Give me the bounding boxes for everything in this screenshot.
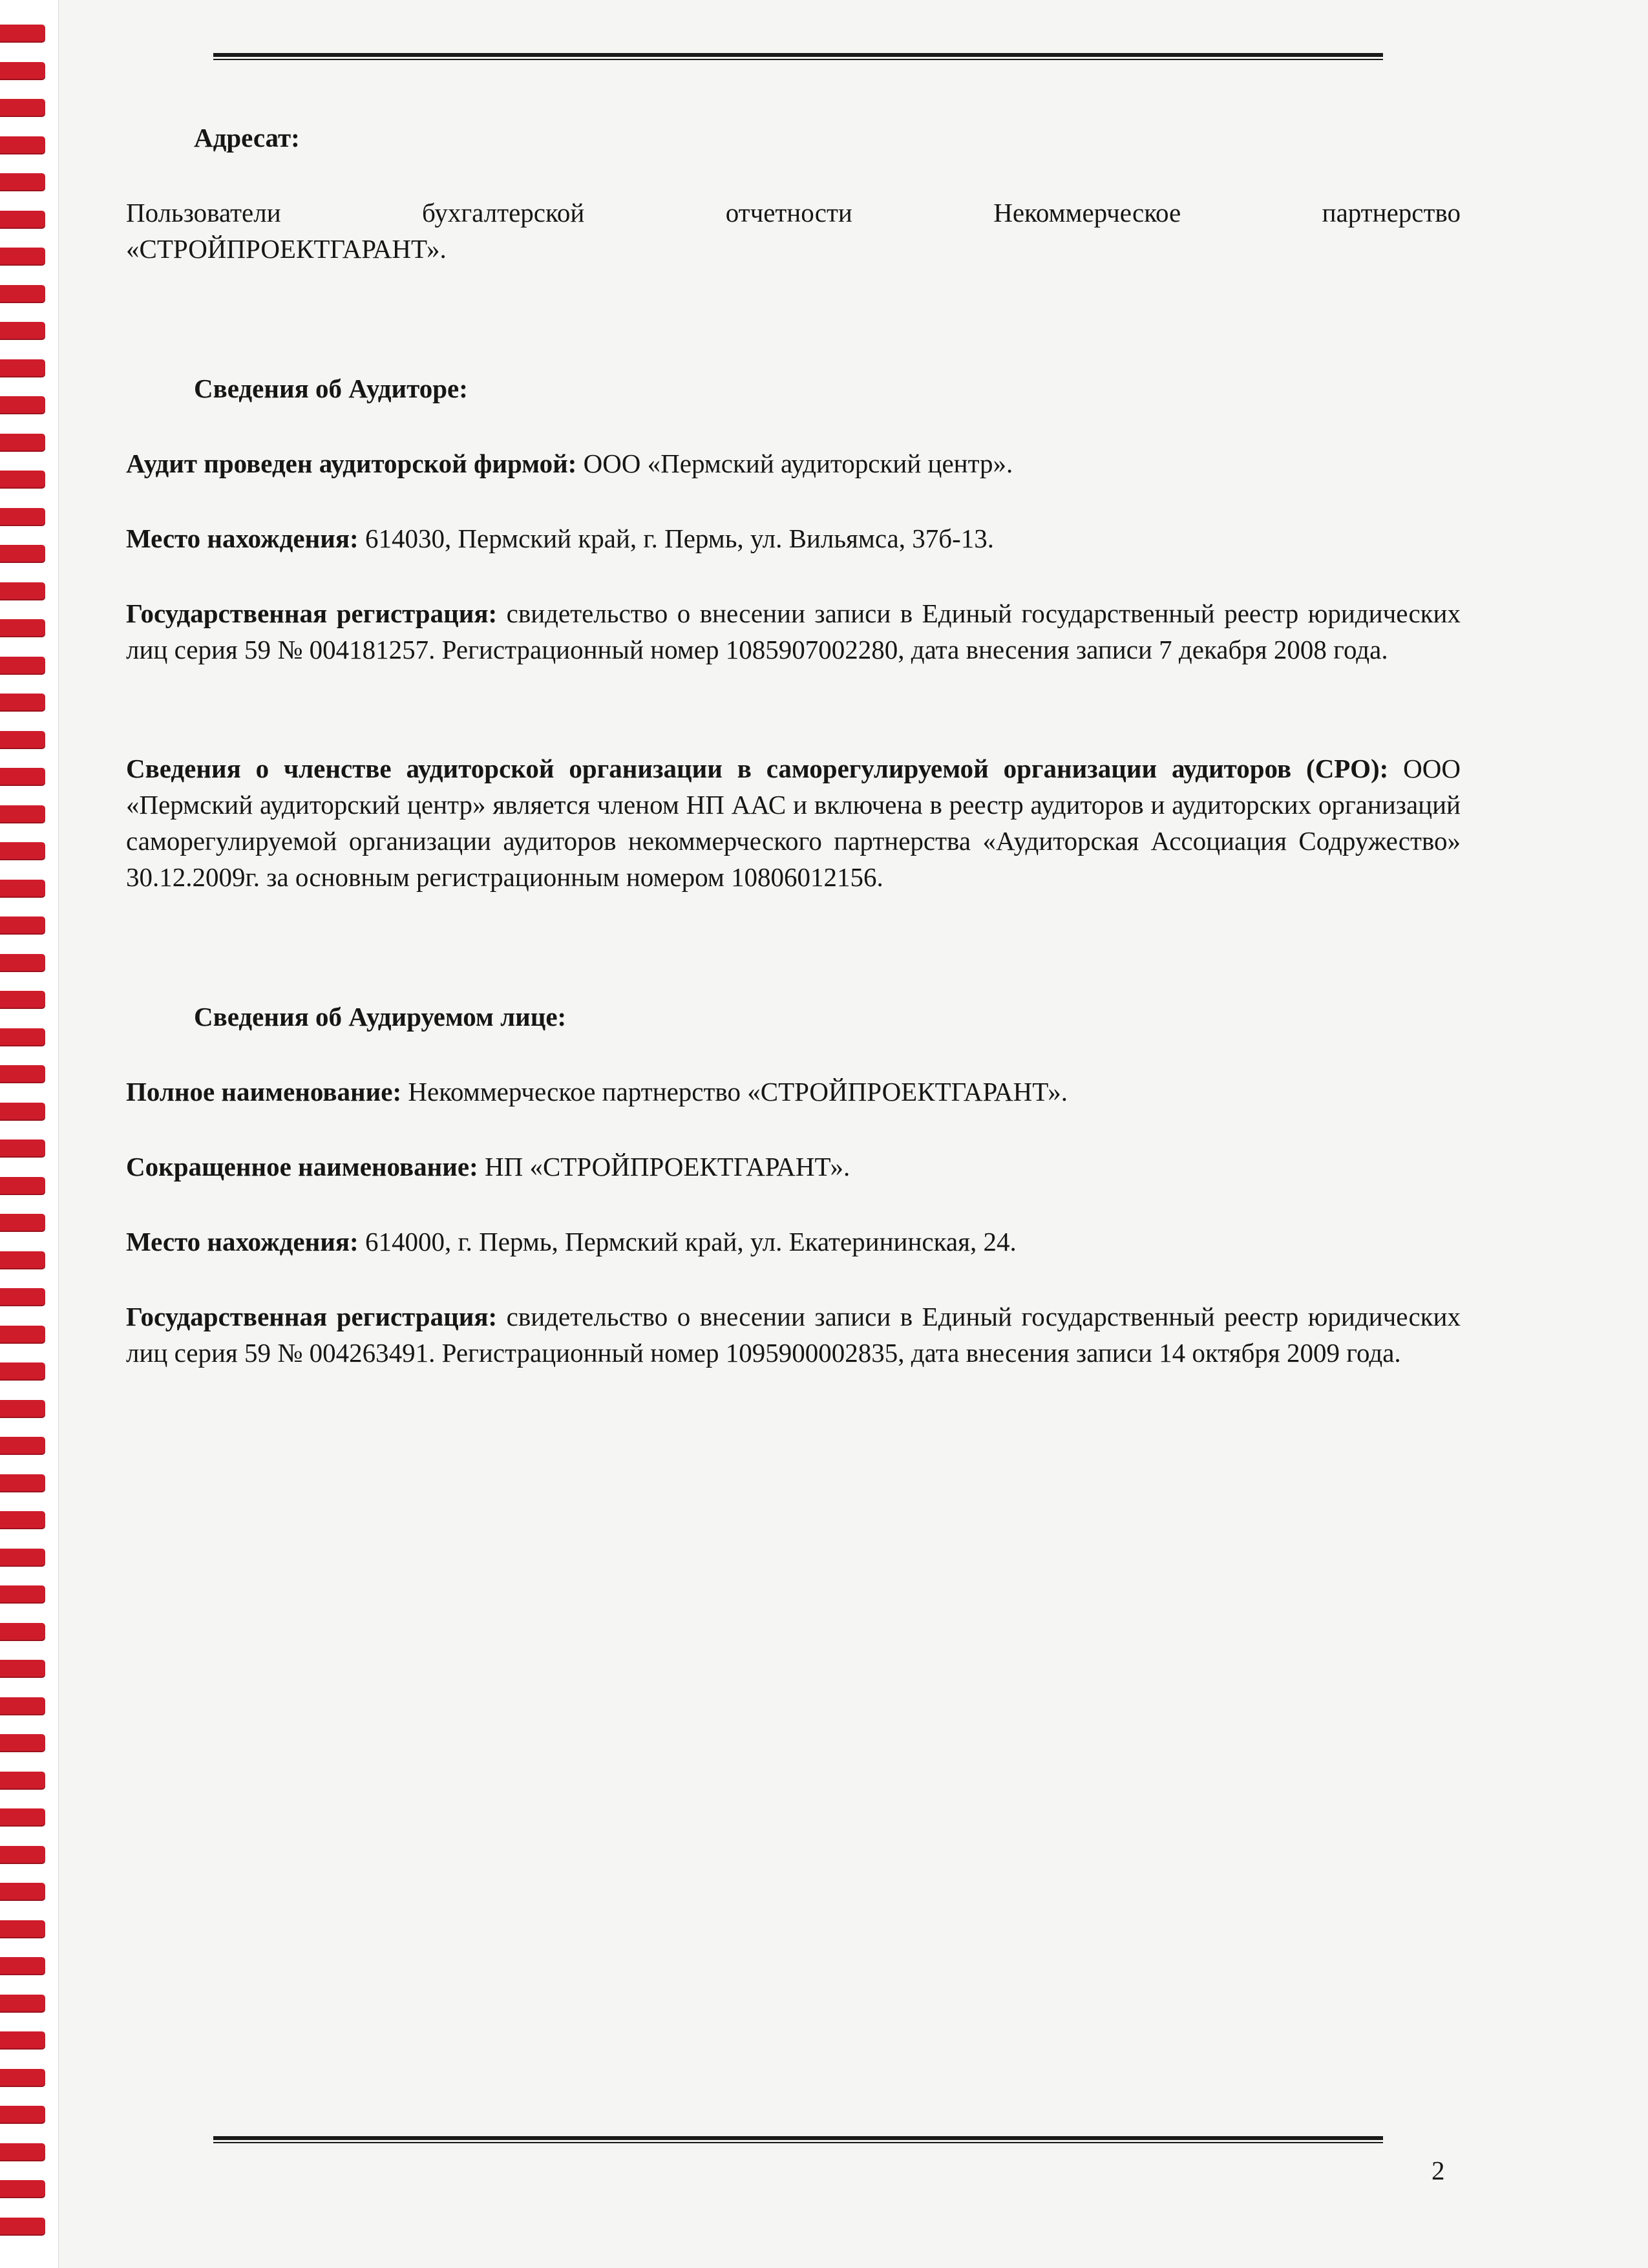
- binding-coil: [0, 1660, 45, 1677]
- binding-coil: [0, 694, 45, 710]
- auditor-heading: Сведения об Аудиторе:: [194, 374, 468, 403]
- binding-coil: [0, 99, 45, 116]
- binding-coil: [0, 1511, 45, 1528]
- binding-coil: [0, 2031, 45, 2048]
- binding-coil: [0, 657, 45, 673]
- binding-coil: [0, 434, 45, 450]
- binding-coil: [0, 1883, 45, 1900]
- binding-coil: [0, 136, 45, 153]
- auditor-registration-value: свидетельство о внесении записи в Единый государственный реестр юридических лиц серия 59 № 004181257. Регистрационный номер 1085907002280, дата внесения записи 7 декабря 2008 года.: [126, 599, 1461, 664]
- binding-coil: [0, 1549, 45, 1565]
- binding-coil: [0, 1103, 45, 1119]
- auditor-location: [126, 520, 1461, 556]
- spiral-binding: [0, 0, 59, 2268]
- auditor-location-value: 614030, Пермский край, г. Пермь, ул. Вильямса, 37б-13.: [358, 524, 994, 553]
- audited-short-name: [126, 1149, 1461, 1185]
- auditor-firm: [126, 445, 1461, 482]
- addressee-heading: Адресат:: [194, 123, 300, 153]
- binding-coil: [0, 1957, 45, 1974]
- binding-coil: [0, 805, 45, 822]
- audited-full-name-value: Некоммерческое партнерство «СТРОЙПРОЕКТГАРАНТ».: [401, 1077, 1068, 1107]
- binding-coil: [0, 619, 45, 636]
- binding-coil: [0, 173, 45, 190]
- audited-location-value: 614000, г. Пермь, Пермский край, ул. Екатерининская, 24.: [358, 1227, 1017, 1256]
- binding-coil: [0, 1846, 45, 1863]
- binding-coil: [0, 471, 45, 487]
- audited-short-name-value: НП «СТРОЙПРОЕКТГАРАНТ».: [478, 1152, 850, 1182]
- binding-coil: [0, 2180, 45, 2197]
- audited-location-label: Место нахождения:: [126, 1227, 359, 1256]
- binding-coil: [0, 1697, 45, 1714]
- binding-coil: [0, 2143, 45, 2160]
- footer-rule: [213, 2136, 1383, 2140]
- binding-coil: [0, 2106, 45, 2123]
- binding-coil: [0, 545, 45, 562]
- auditor-sro-label: Сведения о членстве аудиторской организации в саморегулируемой организации аудиторов (СРО):: [126, 754, 1389, 783]
- auditor-registration: [126, 595, 1461, 668]
- audited-full-name-label: Полное наименование:: [126, 1077, 402, 1107]
- binding-coil: [0, 1028, 45, 1045]
- auditor-location-label: Место нахождения:: [126, 524, 359, 553]
- binding-coil: [0, 1772, 45, 1788]
- binding-coil: [0, 1734, 45, 1751]
- page-number: 2: [1431, 2156, 1445, 2185]
- binding-coil: [0, 248, 45, 264]
- binding-coil: [0, 322, 45, 339]
- binding-coil: [0, 880, 45, 896]
- binding-coil: [0, 1288, 45, 1305]
- audited-registration-label: Государственная регистрация:: [126, 1302, 498, 1331]
- binding-coil: [0, 1139, 45, 1156]
- binding-coil: [0, 842, 45, 859]
- header-rule: [213, 53, 1383, 57]
- auditor-sro-value: ООО «Пермский аудиторский центр» является членом НП ААС и включена в реестр аудиторов и аудиторских организаций саморегулируемой организации аудиторов некоммерческого партнерства «Аудиторская Ассоциация Содружество» 30.12.2009г. за основным регистрационным номером 10806012156.: [126, 754, 1461, 892]
- binding-coil: [0, 62, 45, 79]
- auditor-firm-value: ООО «Пермский аудиторский центр».: [576, 449, 1013, 478]
- binding-coil: [0, 1623, 45, 1640]
- binding-coil: [0, 1437, 45, 1454]
- addressee-text-line2: «СТРОЙПРОЕКТГАРАНТ».: [126, 234, 447, 264]
- audited-registration: [126, 1298, 1461, 1371]
- binding-coil: [0, 1920, 45, 1937]
- binding-coil: [0, 2069, 45, 2086]
- binding-coil: [0, 1251, 45, 1268]
- binding-coil: [0, 1995, 45, 2011]
- binding-coil: [0, 359, 45, 376]
- binding-coil: [0, 768, 45, 785]
- binding-coil: [0, 731, 45, 748]
- audited-full-name: [126, 1074, 1461, 1110]
- binding-coil: [0, 582, 45, 599]
- binding-coil: [0, 211, 45, 228]
- binding-coil: [0, 954, 45, 971]
- auditor-firm-label: Аудит проведен аудиторской фирмой:: [126, 449, 577, 478]
- binding-coil: [0, 991, 45, 1008]
- binding-coil: [0, 1065, 45, 1082]
- binding-coil: [0, 25, 45, 41]
- binding-coil: [0, 396, 45, 413]
- binding-coil: [0, 1177, 45, 1194]
- binding-coil: [0, 1326, 45, 1342]
- binding-coil: [0, 1400, 45, 1417]
- audited-entity-heading: Сведения об Аудируемом лице:: [194, 1002, 567, 1032]
- addressee-text-line1: Пользователи бухгалтерской отчетности Некоммерческое партнерство: [126, 198, 1461, 228]
- document-body: [126, 120, 1461, 1371]
- audited-registration-value: свидетельство о внесении записи в Единый государственный реестр юридических лиц серия 59 № 004263491. Регистрационный номер 1095900002835, дата внесения записи 14 октября 2009 года.: [126, 1302, 1461, 1368]
- binding-coil: [0, 1808, 45, 1825]
- binding-coil: [0, 508, 45, 525]
- binding-coil: [0, 1214, 45, 1231]
- auditor-registration-label: Государственная регистрация:: [126, 599, 498, 628]
- auditor-sro-membership: [126, 750, 1461, 895]
- audited-location: [126, 1224, 1461, 1260]
- binding-coil: [0, 1585, 45, 1602]
- binding-coil: [0, 1362, 45, 1379]
- binding-coil: [0, 2218, 45, 2234]
- binding-coil: [0, 285, 45, 302]
- binding-coil: [0, 1474, 45, 1491]
- audited-short-name-label: Сокращенное наименование:: [126, 1152, 478, 1182]
- binding-coil: [0, 917, 45, 933]
